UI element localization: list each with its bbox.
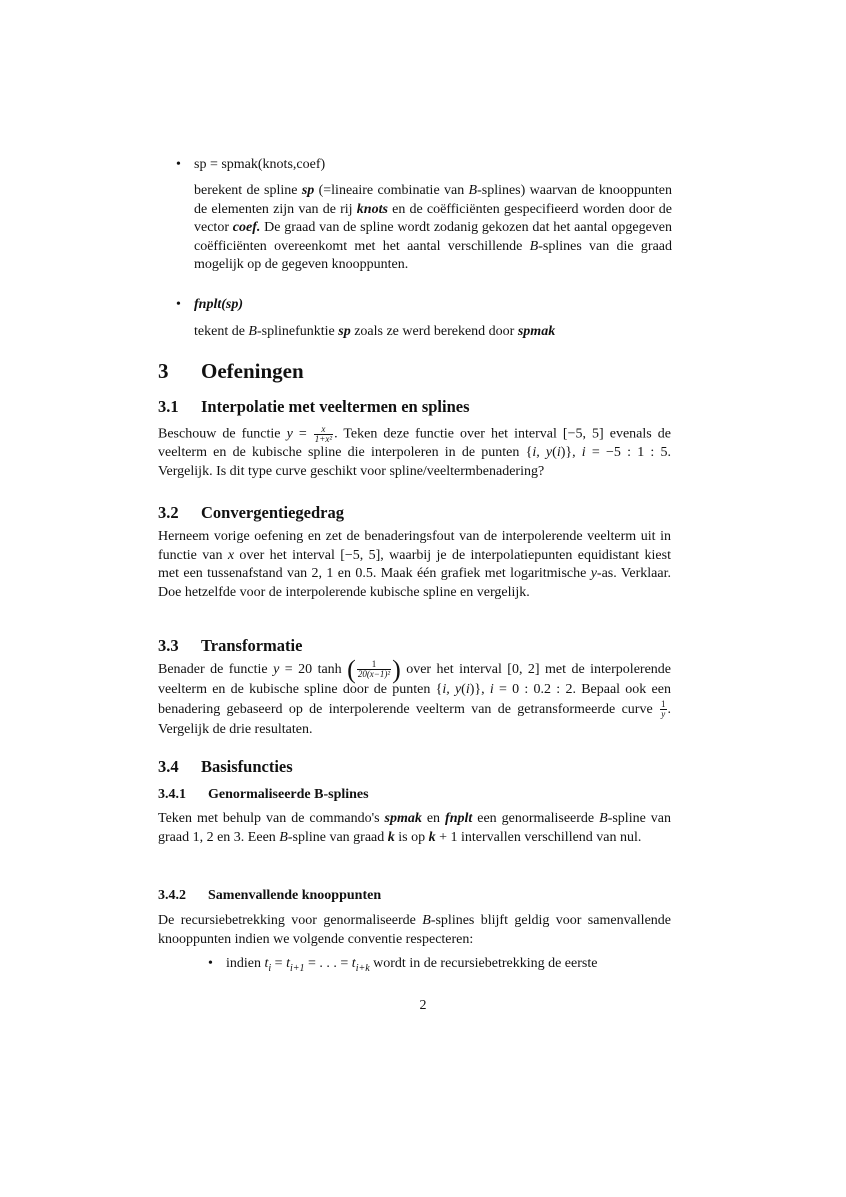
math-subscript: i xyxy=(268,962,272,974)
text-run: ( xyxy=(461,682,466,697)
math-var: i xyxy=(556,445,561,461)
text-run: Benader de functie xyxy=(158,662,274,677)
math-var: x xyxy=(227,547,235,563)
text-run: = 0 : 0.2 : 2. Bepaal ook een benadering gebaseerd op de interpolerende veelterm van de getransformeerde curve xyxy=(158,682,671,717)
math-var: t xyxy=(264,956,269,971)
math-var: t xyxy=(286,956,290,971)
text-run: spmak xyxy=(517,324,556,339)
subsection-number: 3.1 xyxy=(158,397,179,416)
fraction-denominator: 1+x² xyxy=(314,434,333,444)
text-run: De graad van de spline wordt zodanig gekozen dat het aantal opgegeven coëfficiënten overeenkomt met het aantal verschillende xyxy=(194,220,672,254)
text-run: ( xyxy=(552,445,557,461)
text-run: een genormaliseerde xyxy=(472,811,600,826)
text-run: berekent de spline xyxy=(194,183,302,198)
math-var: y xyxy=(273,662,280,677)
paragraph xyxy=(158,654,672,740)
text-run: -as. Verklaar. Doe hetzelfde voor de interpolerende kubische spline en vergelijk. xyxy=(158,566,672,600)
paragraph xyxy=(158,810,671,847)
spmak-command xyxy=(194,156,672,175)
text-run: B xyxy=(529,238,539,254)
subsection-number: 3.3 xyxy=(158,636,179,655)
subsubsection-heading xyxy=(158,786,369,804)
convention-bullet xyxy=(226,955,672,978)
paragraph xyxy=(158,528,671,602)
subsection-heading xyxy=(158,636,302,656)
text-run: De recursiebetrekking voor genormaliseerde xyxy=(158,913,423,928)
text-run: = 20 tanh xyxy=(279,662,348,677)
subsubsection-heading xyxy=(158,887,381,905)
text-run: sp xyxy=(338,324,351,339)
bullet-marker: • xyxy=(176,157,181,172)
math-var: y xyxy=(590,566,597,581)
text-run: Beschouw de functie xyxy=(158,426,287,442)
text-run: sp xyxy=(301,183,315,198)
text-run: + 1 intervallen verschillend van nul. xyxy=(435,829,642,845)
fraction xyxy=(357,660,391,679)
text-run: . Teken deze functie over het interval [−5, 5] evenals de veelterm en de kubische spline die interpoleren in de punten { xyxy=(158,426,671,461)
text-run: = xyxy=(271,956,287,971)
text-run: B xyxy=(248,324,257,339)
text-run: coef. xyxy=(232,220,261,235)
text-run: -splines van die graad mogelijk op de gegeven knooppunten. xyxy=(194,238,673,272)
text-run: = xyxy=(292,426,313,442)
left-paren: ( xyxy=(347,654,356,684)
fraction xyxy=(660,700,667,719)
subsection-title: Interpolatie met veeltermen en splines xyxy=(201,397,470,416)
subsection-title: Basisfuncties xyxy=(201,757,293,776)
subsection-title: Convergentiegedrag xyxy=(201,503,344,522)
subsection-number: 3.4 xyxy=(158,757,179,776)
text-run: fnplt xyxy=(445,811,473,826)
fnplt-command xyxy=(194,296,672,315)
math-var: i xyxy=(465,682,470,697)
math-var: B xyxy=(279,829,288,845)
text-run: B xyxy=(468,183,478,198)
subsection-number: 3.2 xyxy=(158,503,179,522)
math-subscript: i+k xyxy=(355,962,370,974)
subsection-heading xyxy=(158,757,293,777)
math-var: y xyxy=(286,426,293,442)
text-run: Teken met behulp van de commando's xyxy=(158,811,385,826)
text-run: tekent de xyxy=(194,324,249,339)
text-run: en de coëfficiënten gespecifieerd worden door de vector xyxy=(194,201,672,235)
paragraph xyxy=(158,425,671,481)
text-run: knots xyxy=(356,201,388,217)
text-run: (=lineaire combinatie van xyxy=(314,183,469,198)
math-var: B xyxy=(422,913,431,928)
subsection-heading xyxy=(158,503,344,523)
fraction-numerator: 1 xyxy=(661,699,666,710)
section-title: Oefeningen xyxy=(201,359,304,383)
bullet-marker: • xyxy=(208,956,213,971)
math-var: i, y xyxy=(442,682,462,697)
text-run: -spline van graad 1, 2 en 3. Eeen xyxy=(158,811,671,845)
text-run: )}, xyxy=(469,682,490,697)
subsubsection-number: 3.4.1 xyxy=(158,787,186,802)
text-run: = . . . = xyxy=(304,956,352,971)
right-paren: ) xyxy=(392,654,401,684)
fraction-numerator: x xyxy=(314,425,333,435)
text-run: -splines) waarvan de knooppunten de elementen zijn van de rij xyxy=(194,183,672,217)
math-var: k xyxy=(428,829,436,845)
math-var: i xyxy=(489,682,494,697)
page-number: 2 xyxy=(419,998,427,1013)
subsubsection-title: Samenvallende knooppunten xyxy=(208,888,382,903)
fraction-denominator: 20(x−1)² xyxy=(357,669,391,680)
math-var: B xyxy=(599,811,608,826)
fraction-numerator: 1 xyxy=(357,660,391,670)
fnplt-description xyxy=(194,323,672,342)
fraction xyxy=(314,425,333,444)
text-run: -spline van graad xyxy=(287,829,388,845)
math-var: t xyxy=(351,956,356,971)
section-number: 3 xyxy=(158,359,169,383)
section-heading xyxy=(158,359,304,383)
fraction-denominator: y xyxy=(661,709,666,720)
text-run: spmak xyxy=(384,811,422,826)
math-var: i xyxy=(581,445,586,461)
text-run: is op xyxy=(394,829,429,845)
text-run: )}, xyxy=(560,445,582,461)
text-run: -splinefunktie xyxy=(256,324,339,339)
math-subscript: i+1 xyxy=(289,962,305,974)
bullet-marker: • xyxy=(176,297,181,312)
subsection-heading xyxy=(158,397,470,417)
math-var: k xyxy=(387,829,395,845)
text-run: indien xyxy=(226,956,265,971)
text-run: = −5 : 1 : 5. Vergelijk. Is dit type curve geschikt voor spline/veeltermbenadering? xyxy=(158,445,671,479)
text-run: zoals ze werd berekend door xyxy=(350,324,518,339)
paragraph xyxy=(158,912,671,949)
text-run: over het interval [−5, 5], waarbij je de interpolatiepunten equidistant kiest met een tussenafstand van 2, 1 en 0.5. Maak één grafiek met logaritmische xyxy=(158,547,671,581)
spmak-description xyxy=(194,182,672,275)
subsection-title: Transformatie xyxy=(201,636,303,655)
fnplt-command-text: fnplt(sp) xyxy=(194,297,243,312)
text-run: wordt in de recursiebetrekking de eerste xyxy=(369,956,598,971)
text-run: . Vergelijk de drie resultaten. xyxy=(158,702,671,737)
subsubsection-title: Genormaliseerde B-splines xyxy=(208,787,369,802)
text-run: over het interval [0, 2] met de interpolerende veelterm en de kubische spline door de punten { xyxy=(158,662,672,697)
spmak-command-text: sp = spmak(knots,coef) xyxy=(194,157,326,172)
text-run: -splines blijft geldig voor samenvallende knooppunten indien we volgende conventie respecteren: xyxy=(158,913,671,947)
text-run: en xyxy=(421,811,446,826)
subsubsection-number: 3.4.2 xyxy=(158,888,186,903)
text-run: Herneem vorige oefening en zet de benaderingsfout van de interpolerende veelterm uit in functie van xyxy=(158,529,671,563)
math-var: i, y xyxy=(532,445,553,461)
